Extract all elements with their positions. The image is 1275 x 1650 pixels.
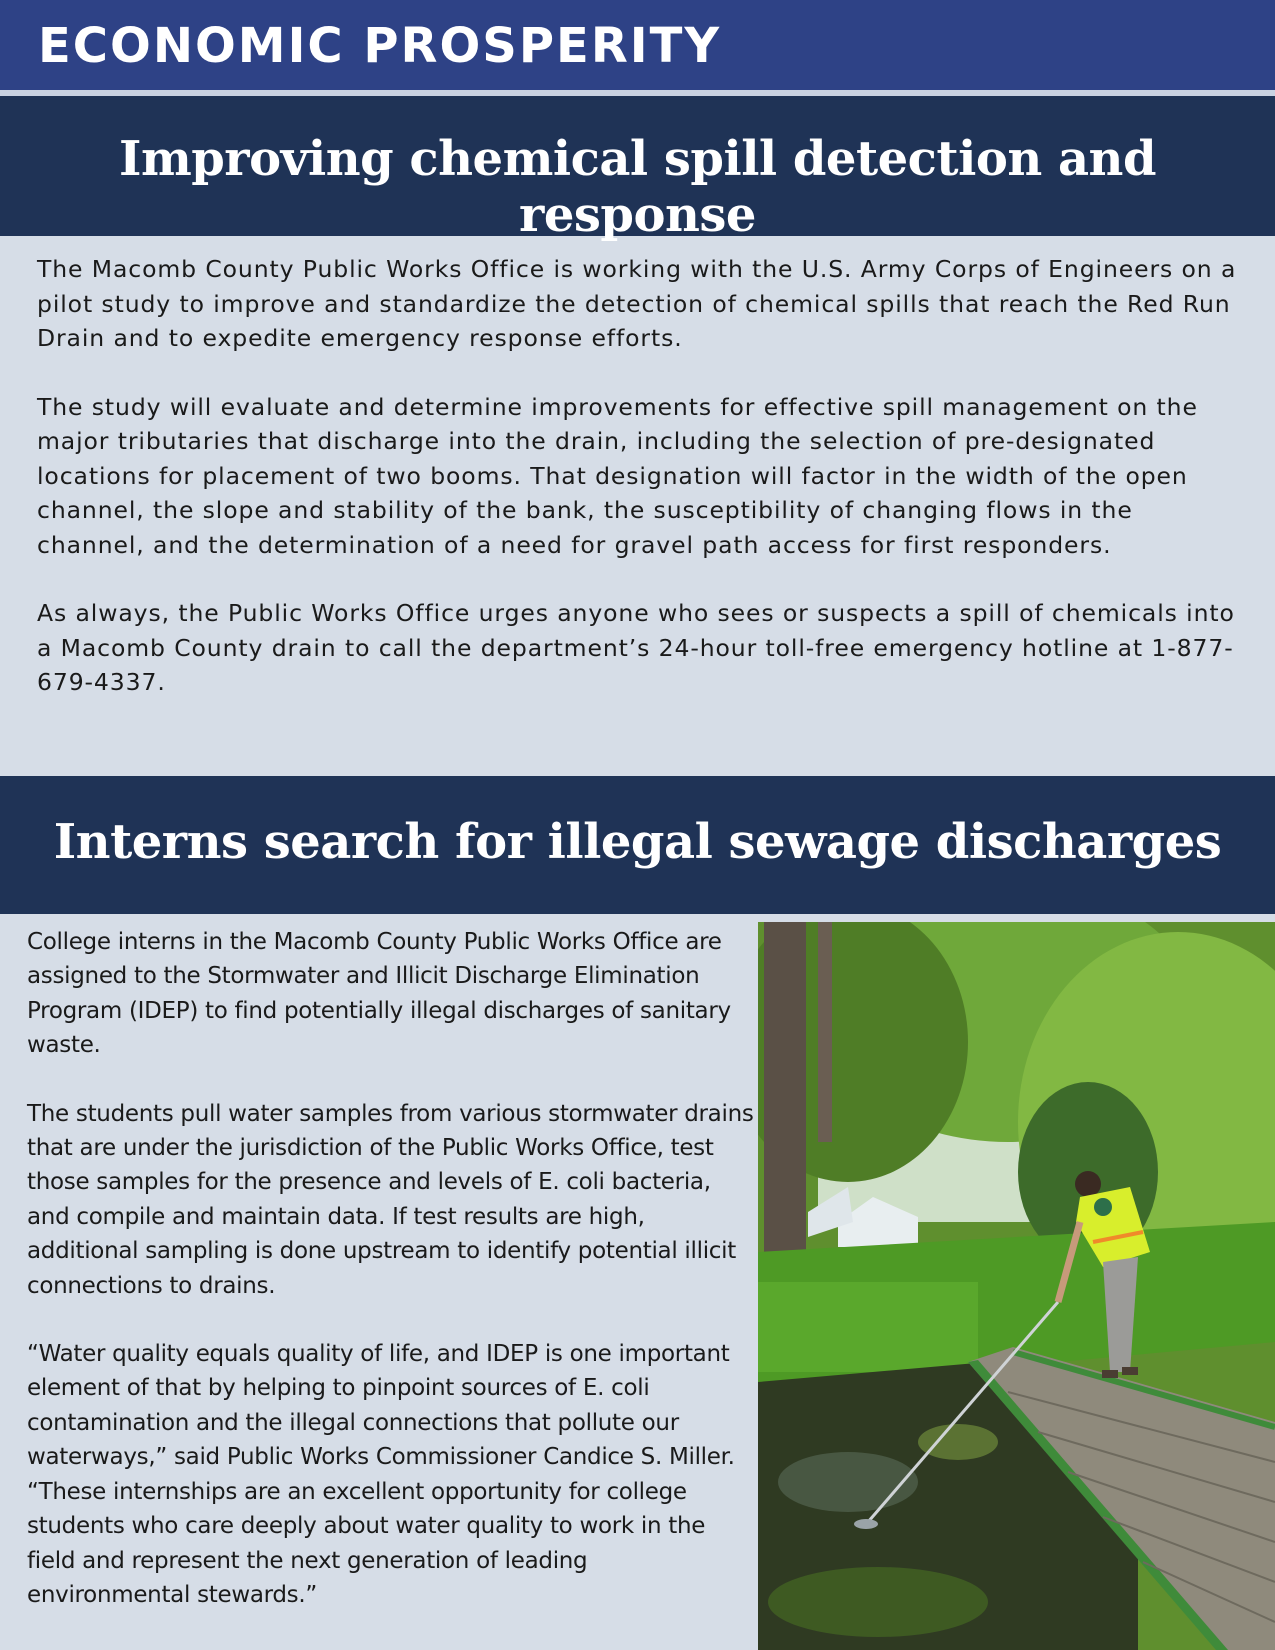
intern-sampling-photo [758, 922, 1275, 1650]
tree-trunk [764, 922, 806, 1282]
paragraph: As always, the Public Works Office urges anyone who sees or suspects a spill of chemicals into a Macomb County drain to call the department’s 24-hour toll-free emergency hotline at 1-877-679-4337. [37, 599, 1235, 696]
article-body-spill [37, 252, 1247, 734]
algae [918, 1424, 998, 1460]
tree-trunk [818, 922, 832, 1142]
paragraph: The students pull water samples from various stormwater drains that are under the jurisdiction of the Public Works Office, test those samples for the presence and levels of E. coli bacteria, and compile and maintain data. If test results are high, additional sampling is done upstream to identify potential illicit connections to drains. [27, 1100, 754, 1299]
algae [768, 1567, 988, 1637]
banner-title: ECONOMIC PROSPERITY [38, 18, 722, 74]
paragraph: The Macomb County Public Works Office is working with the U.S. Army Corps of Engineers on a pilot study to improve and standardize the detection of chemical spills that reach the Red Run Drain and to expedite emergency response efforts. [37, 255, 1237, 352]
paragraph: The study will evaluate and determine improvements for effective spill management on the major tributaries that discharge into the drain, including the selection of pre-designated locations for placement of two booms. That designation will factor in the width of the open channel, the slope and stability of the bank, the susceptibility of changing flows in the channel, and the determination of a need for gravel path access for first responders. [37, 392, 1198, 559]
paragraph: College interns in the Macomb County Public Works Office are assigned to the Stormwater and Illicit Discharge Elimination Program (IDEP) to find potentially illegal discharges of sanitary waste. [27, 929, 731, 1059]
sample-cup [854, 1519, 878, 1529]
section-banner [0, 0, 1275, 90]
lawn [758, 1282, 978, 1372]
photo-illustration [758, 922, 1275, 1650]
water-reflection [778, 1452, 918, 1512]
article-title-interns: Interns search for illegal sewage discharges [53, 814, 1222, 870]
article-body-interns [27, 925, 757, 1646]
article-title-spill: Improving chemical spill detection and response [119, 131, 1156, 243]
article-header-spill [0, 96, 1275, 243]
article-header-interns [0, 776, 1275, 914]
paragraph: “Water quality equals quality of life, and IDEP is one important element of that by helping to pinpoint sources of E. coli contamination and the illegal connections that pollute our waterways,” said Public Works Commissioner Candice S. Miller. “These internships are an excellent opportunity for college students who care deeply about water quality to work in the field and represent the next generation of leading environmental stewards.” [27, 1341, 735, 1608]
